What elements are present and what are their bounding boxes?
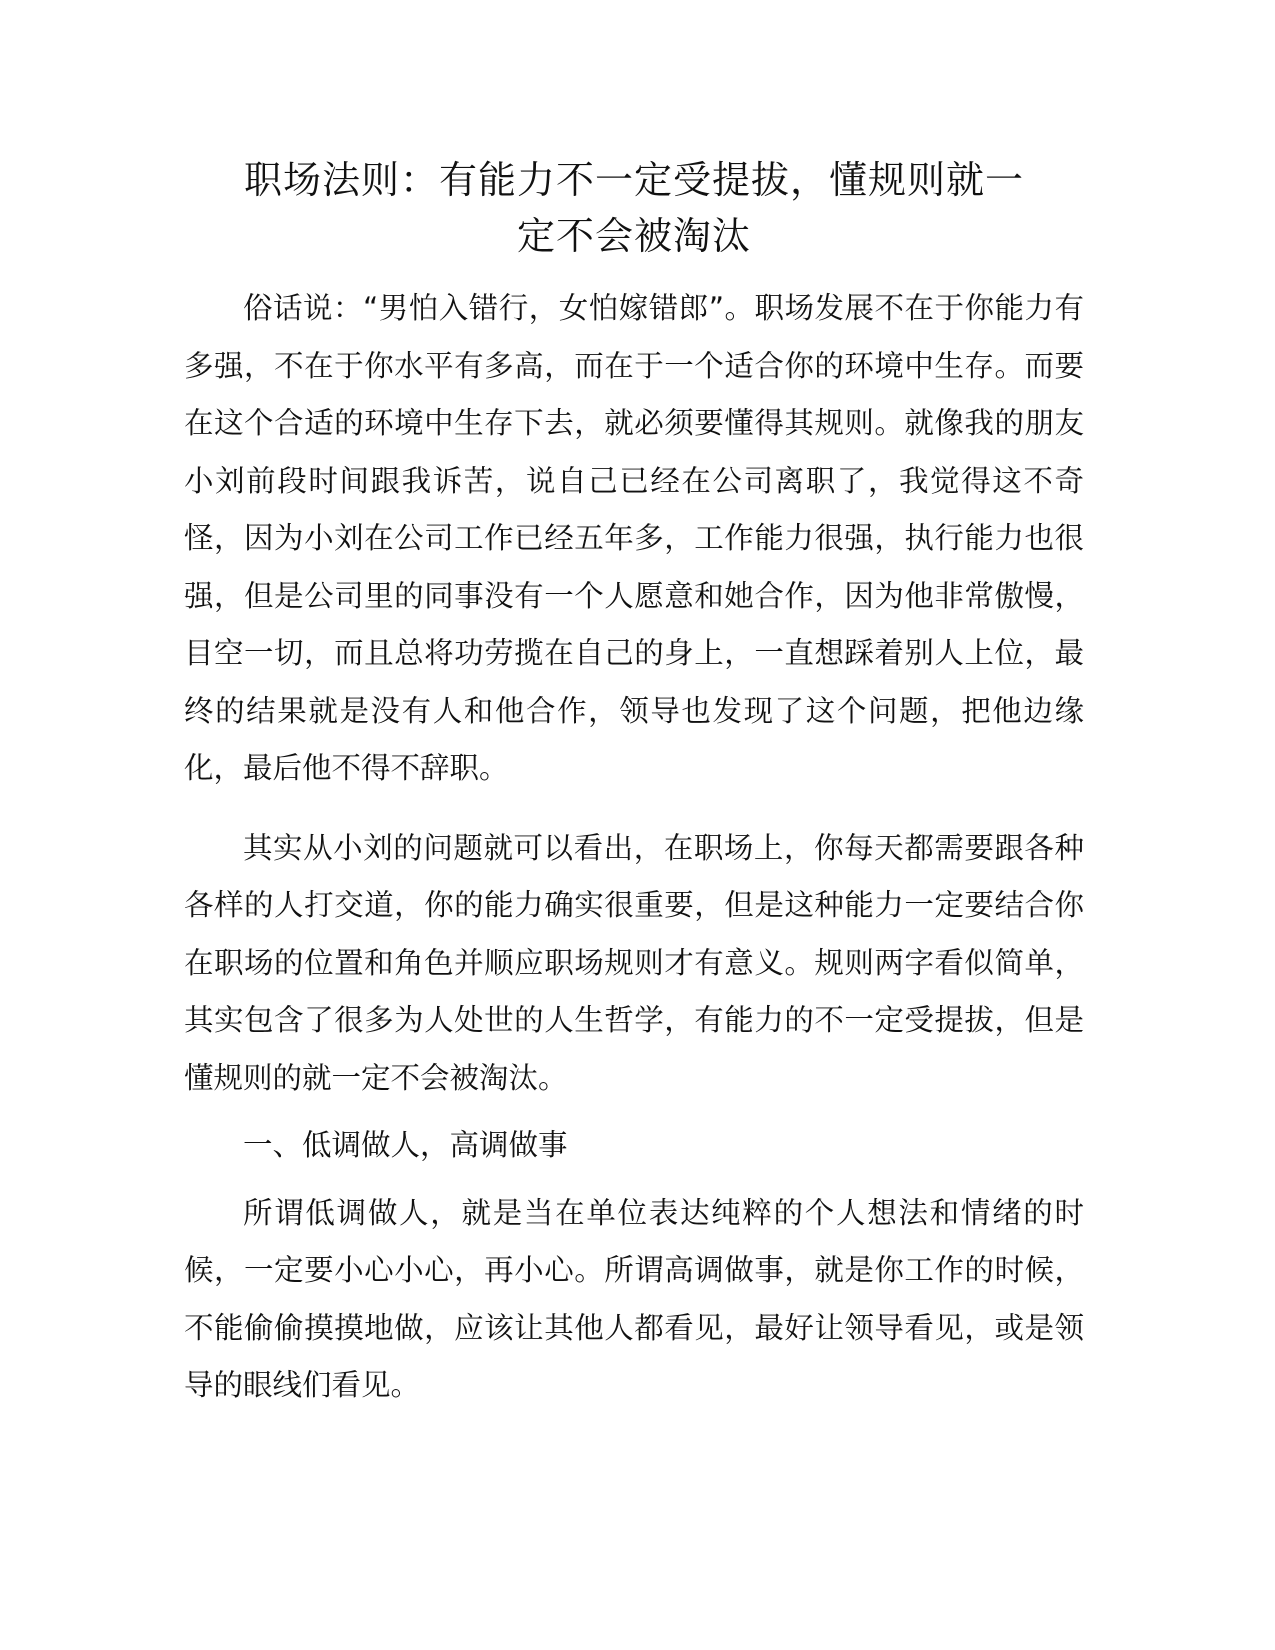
title-line-1: 职场法则：有能力不一定受提拔，懂规则就一	[243, 158, 1024, 202]
title-line-2: 定不会被淘汰	[516, 214, 751, 258]
paragraph-section-1: 所谓低调做人，就是当在单位表达纯粹的个人想法和情绪的时候，一定要小心小心，再小心。所谓高调做事，就是你工作的时候，不能偷偷摸摸地做，应该让其他人都看见，最好让领导看见，或是领导的眼线们看见。	[184, 1195, 1084, 1402]
section-heading-1: 一、低调做人，高调做事	[243, 1128, 568, 1162]
document-body	[184, 152, 1084, 1415]
paragraph-rules: 其实从小刘的问题就可以看出，在职场上，你每天都需要跟各种各样的人打交道，你的能力确实很重要，但是这种能力一定要结合你在职场的位置和角色并顺应职场规则才有意义。规则两字看似简单，其实包含了很多为人处世的人生哲学，有能力的不一定受提拔，但是懂规则的就一定不会被淘汰。	[184, 830, 1084, 1095]
document-title	[184, 152, 1084, 264]
paragraph-intro: 俗话说：“男怕入错行，女怕嫁错郎”。职场发展不在于你能力有多强，不在于你水平有多高，而在于一个适合你的环境中生存。而要在这个合适的环境中生存下去，就必须要懂得其规则。就像我的朋友小刘前段时间跟我诉苦，说自己已经在公司离职了，我觉得这不奇怪，因为小刘在公司工作已经五年多，工作能力很强，执行能力也很强，但是公司里的同事没有一个人愿意和她合作，因为他非常傲慢，目空一切，而且总将功劳揽在自己的身上，一直想踩着别人上位，最终的结果就是没有人和他合作，领导也发现了这个问题，把他边缘化，最后他不得不辞职。	[184, 291, 1084, 785]
